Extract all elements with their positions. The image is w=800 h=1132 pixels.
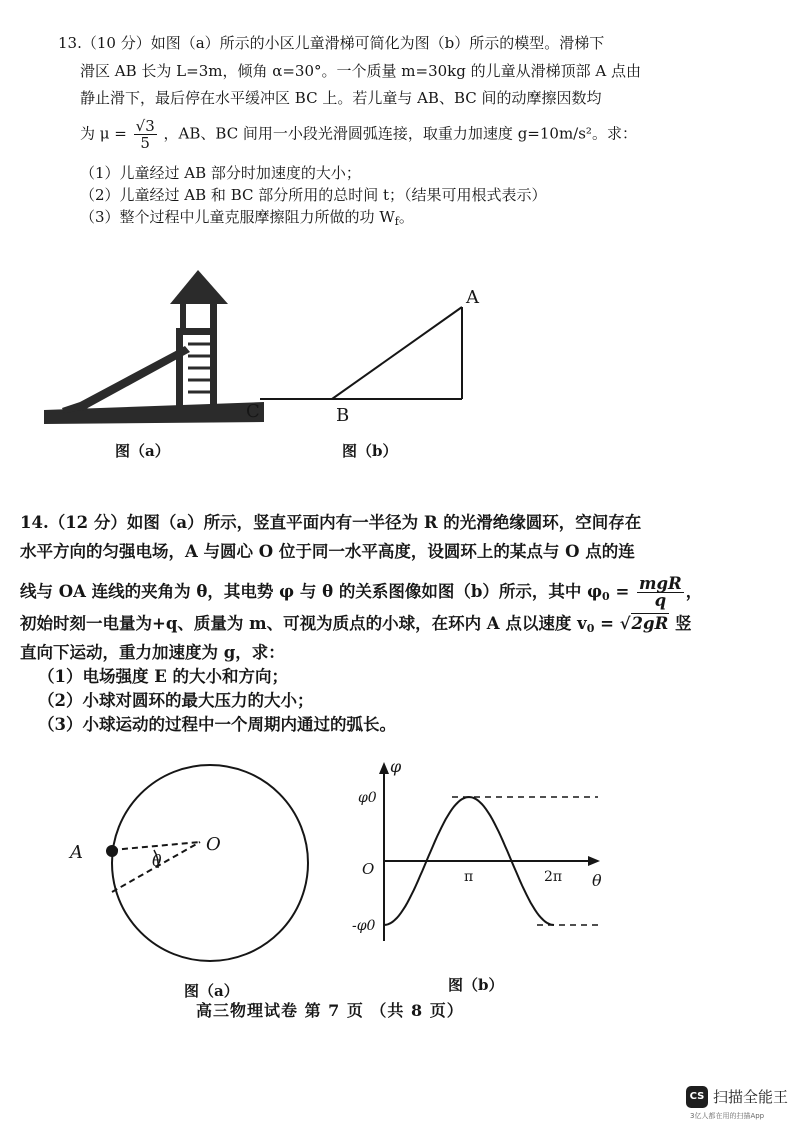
phi0-numerator: mgR: [639, 574, 682, 593]
sqrt-radicand: 2gR: [631, 614, 669, 633]
ring-label-a: A: [70, 842, 83, 863]
q14-line-4-post: 竖: [669, 614, 692, 633]
q14-item-1: （1）电场强度 E 的大小和方向；: [38, 667, 289, 686]
two-pi-tick-label: 2π: [544, 869, 563, 885]
radius-oa: [112, 842, 200, 850]
watermark-tagline: 3亿人都在用的扫描App: [690, 1112, 765, 1120]
q13-fig-b-caption: 图（b）: [342, 442, 398, 460]
tower-post-left: [176, 328, 183, 406]
tower-post-right: [210, 304, 217, 404]
neg-phi0-tick-label: -φ0: [352, 918, 376, 934]
origin-label: O: [362, 860, 375, 878]
x-axis-arrow: [588, 856, 600, 866]
q13-line-2: 滑区 AB 长为 L=3m，倾角 α=30°。一个质量 m=30kg 的儿童从滑梯顶部 A 点由: [80, 62, 641, 80]
point-c-label: C: [246, 401, 260, 422]
tower-ladder: [188, 344, 210, 392]
slide-figure: [40, 262, 270, 432]
q14-item-3: （3）小球运动的过程中一个周期内通过的弧长。: [38, 715, 396, 734]
q13-item-2: （2）儿童经过 AB 和 BC 部分所用的总时间 t；（结果可用根式表示）: [80, 186, 547, 204]
tower-platform: [176, 328, 216, 335]
q14-line-2: 水平方向的匀强电场，A 与圆心 O 位于同一水平高度，设圆环上的某点与 O 点的连: [20, 542, 635, 561]
q13-line-3: 静止滑下，最后停在水平缓冲区 BC 上。若儿童与 AB、BC 间的动摩擦因数均: [80, 89, 602, 107]
q14-line-3-sub: 0: [602, 590, 610, 603]
point-a-label: A: [466, 287, 479, 308]
potential-graph: [346, 756, 608, 952]
incline-figure: [240, 285, 490, 430]
y-axis-label: φ: [390, 757, 402, 776]
q13-line-4: [80, 118, 637, 151]
sqrt-symbol: √: [619, 614, 631, 633]
scanner-watermark: [686, 1086, 794, 1126]
q14-line-3-eq: =: [609, 582, 636, 601]
phi0-fraction: [637, 576, 684, 609]
q14-line-4-sub: 0: [586, 622, 595, 635]
phi0-tick-label: φ0: [358, 790, 377, 806]
ring-circle: [112, 765, 308, 961]
ball-at-a: [106, 845, 118, 857]
q13-item-3-pre: （3）整个过程中儿童克服摩擦阻力所做的功 W: [80, 208, 395, 226]
phi0-denominator: q: [654, 591, 667, 610]
q14-fig-a-caption: 图（a）: [184, 982, 239, 1000]
camscanner-logo-icon: CS: [686, 1086, 708, 1108]
q13-item-3-post: 。: [398, 208, 414, 226]
y-axis-arrow: [379, 762, 389, 774]
q14-line-4: [20, 613, 692, 640]
ring-label-o: O: [206, 834, 221, 855]
q13-item-3-sub: f: [394, 215, 399, 228]
q13-fig-a-caption: 图（a）: [115, 442, 170, 460]
q14-item-2: （2）小球对圆环的最大压力的大小；: [38, 691, 314, 710]
q13-line-4-pre: 为 μ =: [80, 124, 127, 143]
q14-line-3-pre: 线与 OA 连线的夹角为 θ，其电势 φ 与 θ 的关系图像如图（b）所示，其中 φ: [20, 582, 603, 601]
slide-chute: [62, 346, 190, 413]
q13-item-1: （1）儿童经过 AB 部分时加速度的大小；: [80, 164, 361, 182]
mu-fraction: [134, 118, 157, 151]
page-footer: 高三物理试卷 第 7 页 （共 8 页）: [196, 1001, 464, 1020]
q14-fig-b-caption: 图（b）: [448, 976, 504, 994]
watermark-app-name: 扫描全能王: [713, 1088, 789, 1106]
q13-item-3: [80, 206, 414, 233]
pi-tick-label: π: [464, 869, 474, 885]
mu-numerator: √3: [135, 117, 155, 135]
q14-line-4-eq: =: [594, 614, 620, 633]
point-b-label: B: [336, 405, 350, 426]
ring-label-theta: θ: [152, 851, 162, 870]
q14-line-3-post: ，: [685, 582, 703, 601]
q14-line-4-pre: 初始时刻一电量为+q、质量为 m、可视为质点的小球，在环内 A 点以速度 v: [20, 614, 587, 633]
ring-figure: [60, 758, 320, 978]
q14-line-5: 直向下运动，重力加速度为 g，求：: [20, 643, 285, 662]
tower-roof: [170, 270, 228, 304]
x-axis-label: θ: [592, 871, 602, 890]
q14-line-3: [20, 576, 702, 609]
mu-denominator: 5: [140, 134, 150, 152]
q14-line-1: 14.（12 分）如图（a）所示，竖直平面内有一半径为 R 的光滑绝缘圆环，空间存在: [20, 513, 642, 532]
q13-line-1: 13.（10 分）如图（a）所示的小区儿童滑梯可简化为图（b）所示的模型。滑梯下: [58, 34, 605, 52]
q13-line-4-post: ，AB、BC 间用一小段光滑圆弧连接，取重力加速度 g=10m/s²。求：: [163, 124, 637, 143]
incline-ab: [332, 307, 462, 399]
